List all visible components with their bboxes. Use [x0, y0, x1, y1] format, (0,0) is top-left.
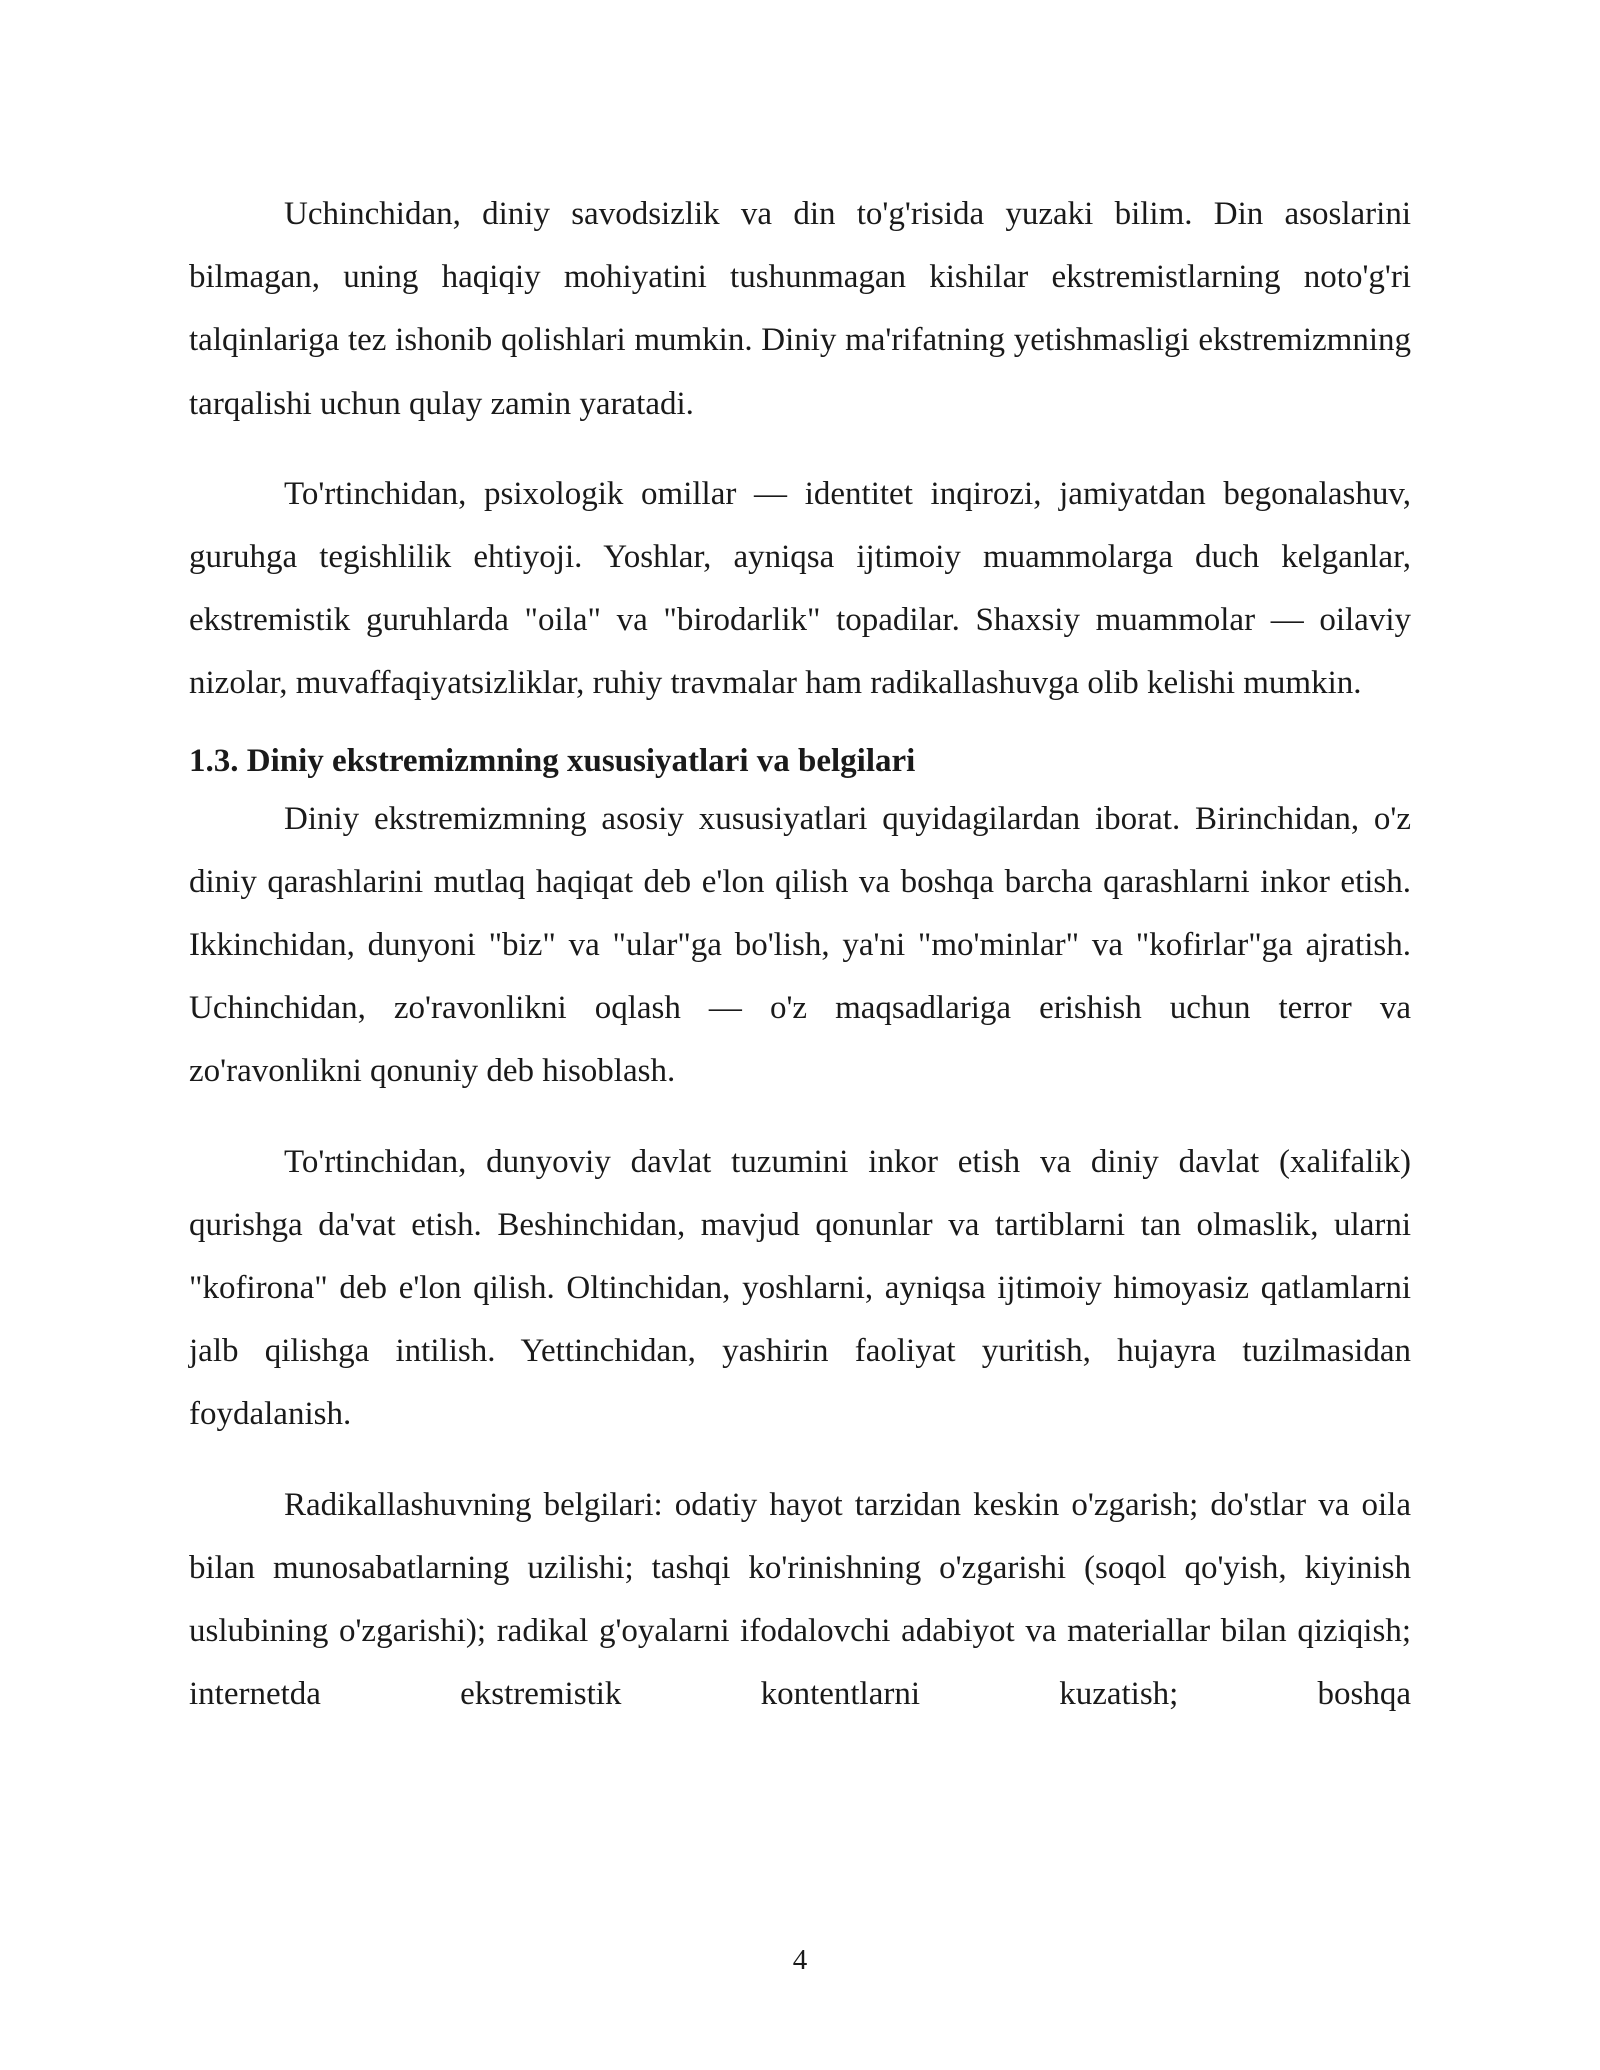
section-heading: 1.3. Diniy ekstremizmning xususiyatlari va belgilari	[189, 742, 916, 779]
paragraph-radikallashuv-belgilari: Radikallashuvning belgilari: odatiy hayot tarzidan keskin o'zgarish; do'stlar va oila bilan munosabatlarning uzilishi; tashqi ko'rinishning o'zgarishi (soqol qo'yish, kiyinish uslubining o'zgarishi); radikal g'oyalarni ifodalovchi adabiyot va materiallar bilan qiziqish; internetda ekstremistik kontentlarni kuzatish; boshqa	[189, 1486, 1411, 1713]
paragraph-xususiyatlari: Diniy ekstremizmning asosiy xususiyatlari quyidagilardan iborat. Birinchidan, o'z diniy qarashlarini mutlaq haqiqat deb e'lon qilish va boshqa barcha qarashlarni inkor etish. Ikkinchidan, dunyoni "biz" va "ular"ga bo'lish, ya'ni "mo'minlar" va "kofirlar"ga ajratish. Uchinchidan, zo'ravonlikni oqlash — o'z maqsadlariga erishish uchun terror va zo'ravonlikni qonuniy deb hisoblash.	[189, 800, 1411, 1090]
paragraph-tortinchidan-dunyoviy: To'rtinchidan, dunyoviy davlat tuzumini inkor etish va diniy davlat (xalifalik) qurishga da'vat etish. Beshinchidan, mavjud qonunlar va tartiblarni tan olmaslik, ularni "kofirona" deb e'lon qilish. Oltinchidan, yoshlarni, ayniqsa ijtimoiy himoyasiz qatlamlarni jalb qilishga intilish. Yettinchidan, yashirin faoliyat yuritish, hujayra tuzilmasidan foydalanish.	[189, 1143, 1411, 1433]
paragraph-tortinchidan-psixologik: To'rtinchidan, psixologik omillar — identitet inqirozi, jamiyatdan begonalashuv, guruhga tegishlilik ehtiyoji. Yoshlar, ayniqsa ijtimoiy muammolarga duch kelganlar, ekstremistik guruhlarda "oila" va "birodarlik" topadilar. Shaxsiy muammolar — oilaviy nizolar, muvaffaqiyatsizliklar, ruhiy travmalar ham radikallashuvga olib kelishi mumkin.	[189, 475, 1411, 702]
page-body	[189, 183, 1411, 1726]
paragraph-uchinchidan: Uchinchidan, diniy savodsizlik va din to'g'risida yuzaki bilim. Din asoslarini bilmagan, uning haqiqiy mohiyatini tushunmagan kishilar ekstremistlarning noto'g'ri talqinlariga tez ishonib qolishlari mumkin. Diniy ma'rifatning yetishmasligi ekstremizmning tarqalishi uchun qulay zamin yaratadi.	[189, 196, 1411, 422]
page-number: 4	[792, 1944, 808, 1976]
